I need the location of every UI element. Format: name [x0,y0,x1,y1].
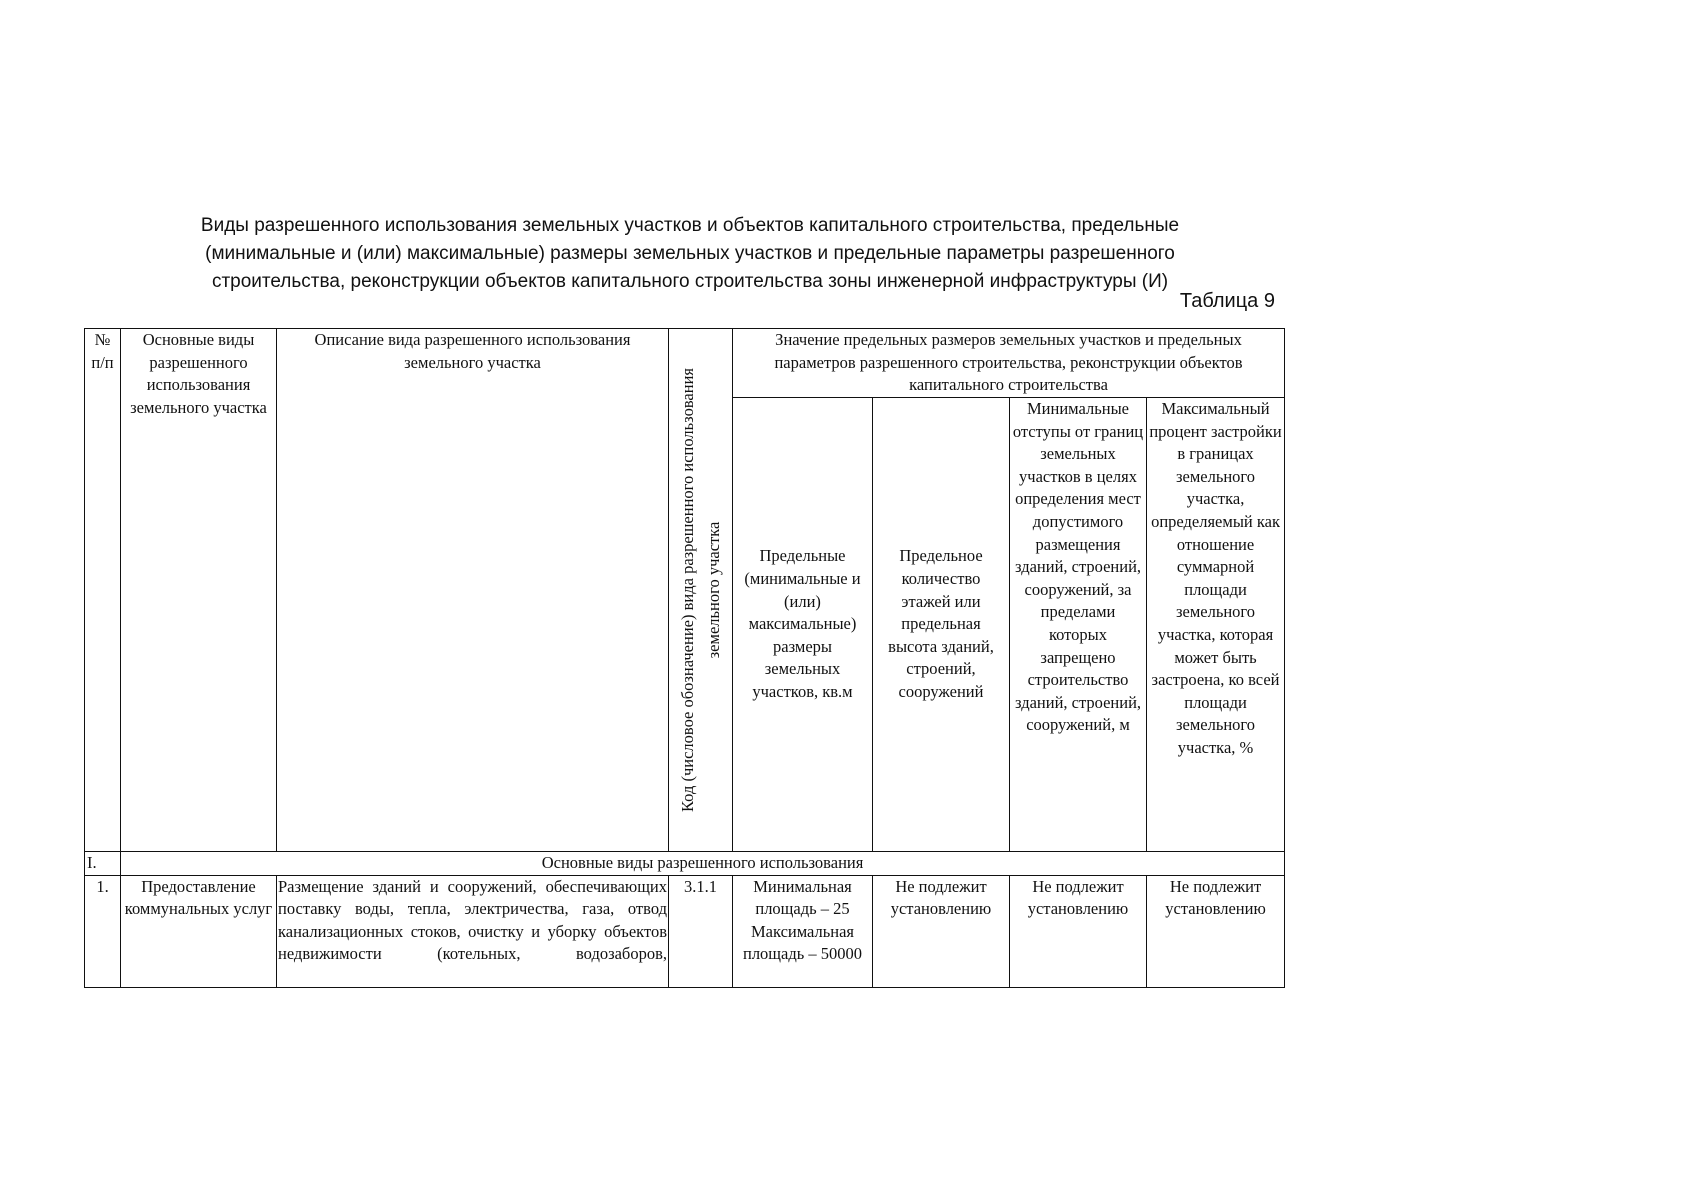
row-sizes: Минимальная площадь – 25 Максимальная площадь – 50000 [733,875,873,987]
header-sizes: Предельные (минимальные и (или) максимальные) размеры земельных участков, кв.м [733,398,873,852]
title-line-1: Виды разрешенного использования земельных участков и объектов капитального строительства, предельные [200,215,1180,236]
row-description: Размещение зданий и сооружений, обеспечивающих поставку воды, тепла, электричества, газа, отвод канализационных стоков, очистку и уборку объектов недвижимости (котельных, водозаборов, [277,875,669,987]
document-title [140,212,1240,296]
header-setbacks: Минимальные отступы от границ земельных участков в целях определения мест допустимого размещения зданий, строений, сооружений, за пределами которых запрещено строительство зданий, строений, сооружений, м [1010,398,1147,852]
title-line-2: (минимальные и (или) максимальные) размеры земельных участков и предельные параметры разрешенного [205,243,1175,264]
row-percent: Не подлежит установлению [1147,875,1285,987]
row-floors: Не подлежит установлению [873,875,1010,987]
row-setbacks: Не подлежит установлению [1010,875,1147,987]
table-row [85,875,1285,987]
header-row-1 [85,329,1285,398]
header-percent: Максимальный процент застройки в границах земельного участка, определяемый как отношение суммарной площади земельного участка, которая может быть застроена, ко всей площади земельного участка, % [1147,398,1285,852]
table-number: Таблица 9 [1179,290,1275,312]
header-code [669,329,733,852]
regulations-table [84,328,1285,988]
header-num: № п/п [85,329,121,852]
title-line-3: строительства, реконструкции объектов капитального строительства зоны инженерной инфраструктуры (И) [211,271,1169,292]
section-row [85,852,1285,876]
header-description: Описание вида разрешенного использования земельного участка [277,329,669,852]
section-num: I. [85,852,121,876]
header-kinds: Основные виды разрешенного использования земельного участка [121,329,277,852]
header-code-text: Код (числовое обозначение) вида разрешенного использования земельного участка [677,368,723,813]
row-code: 3.1.1 [669,875,733,987]
header-floors: Предельное количество этажей или предельная высота зданий, строений, сооружений [873,398,1010,852]
row-num: 1. [85,875,121,987]
row-kind: Предоставление коммунальных услуг [121,875,277,987]
section-label: Основные виды разрешенного использования [121,852,1285,876]
header-values: Значение предельных размеров земельных участков и предельных параметров разрешенного строительства, реконструкции объектов капитального строительства [733,329,1285,398]
